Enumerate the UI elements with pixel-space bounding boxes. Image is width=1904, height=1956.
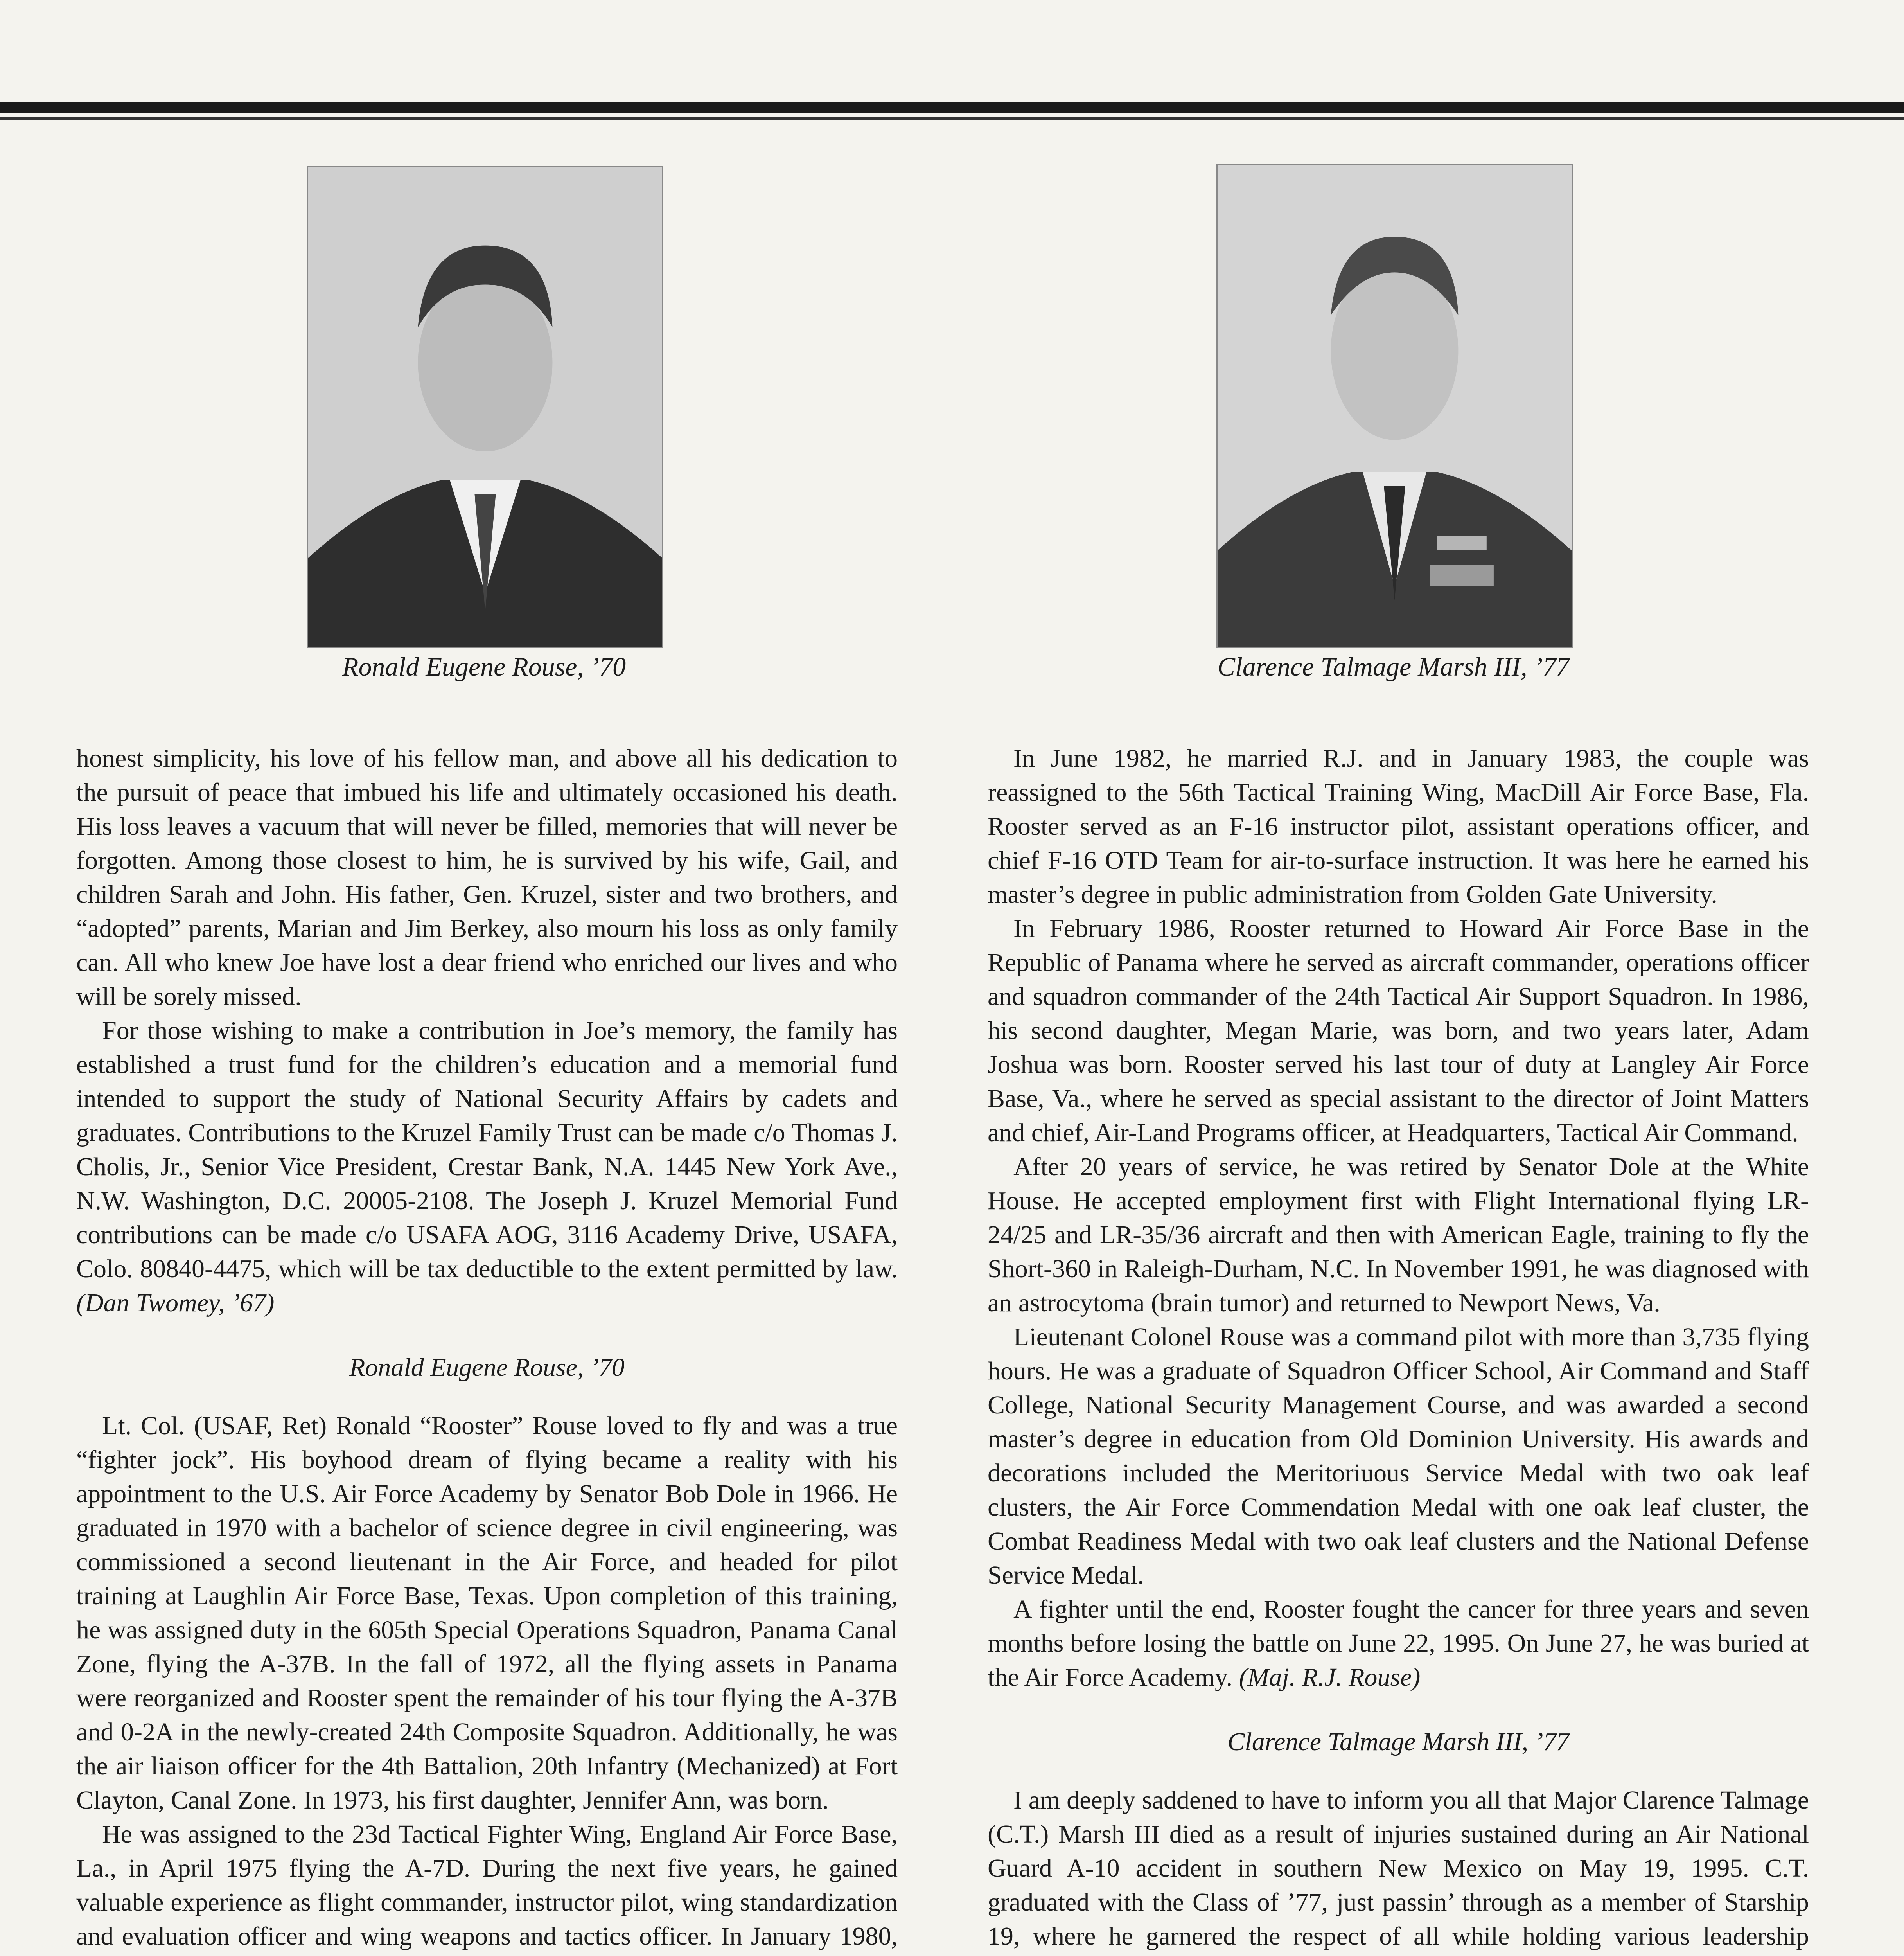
right-paragraph-2: In February 1986, Rooster returned to Howard Air Force Base in the Republic of Panama where he served as aircraft commander, operations officer and squadron commander of the 24th Tactical Air Support Squadron. In 1986, his second daughter, Megan Marie, was born, and two years later, Adam Joshua was born. Rooster served his last tour of duty at Langley Air Force Base, Va., where he served as special assistant to the director of Joint Matters and chief, Air-Land Programs officer, at Headquarters, Tactical Air Command. (988, 914, 1809, 1147)
portrait-photo-marsh (1216, 164, 1573, 648)
right-paragraph-1: In June 1982, he married R.J. and in January 1983, the couple was reassigned to the 56th Tactical Training Wing, MacDill Air Force Base, Fla. Rooster served as an F-16 instructor pilot, assistant operations officer, and chief F-16 OTD Team for air-to-surface instruction. It was here he earned his master’s degree in public administration from Golden Gate University. (988, 744, 1809, 909)
left-paragraph-2-text: For those wishing to make a contribution in Joe’s memory, the family has established a trust fund for the children’s education and a memorial fund intended to support the study of National Security Affairs by cadets and graduates. Contributions to the Kruzel Family Trust can be made c/o Thomas J. Cholis, Jr., Senior Vice President, Crestar Bank, N.A. 1445 New York Ave., N.W. Washington, D.C. 20005-2108. The Joseph J. Kruzel Memorial Fund contributions can be made c/o USAFA AOG, 3116 Academy Drive, USAFA, Colo. 80840-4475, which will be tax deductible to the extent permitted by law. (76, 1016, 898, 1283)
right-paragraph-5-text: A fighter until the end, Rooster fought the cancer for three years and seven months before losing the battle on June 22, 1995. On June 27, he was buried at the Air Force Academy. (988, 1595, 1809, 1692)
portrait-rouse-image (308, 167, 662, 647)
photo-caption-marsh: Clarence Talmage Marsh III, ’77 (1217, 652, 1570, 681)
left-paragraph-3: Lt. Col. (USAF, Ret) Ronald “Rooster” Rouse loved to fly and was a true “fighter jock”. His boyhood dream of flying became a reality with his appointment to the U.S. Air Force Academy by Senator Bob Dole in 1966. He graduated in 1970 with a bachelor of science degree in civil engineering, was commissioned a second lieutenant in the Air Force, and headed for pilot training at Laughlin Air Force Base, Texas. Upon completion of this training, he was assigned duty in the 605th Special Operations Squadron, Panama Canal Zone, flying the A-37B. In the fall of 1972, all the flying assets in Panama were reorganized and Rooster spent the remainder of his tour flying the A-37B and 0-2A in the newly-created 24th Composite Squadron. Additionally, he was the air liaison officer for the 4th Battalion, 20th Infantry (Mechanized) at Fort Clayton, Canal Zone. In 1973, his first daughter, Jennifer Ann, was born. (76, 1411, 898, 1814)
top-rule-thin (0, 117, 1904, 120)
portrait-marsh-image (1218, 165, 1572, 647)
left-paragraph-2-signature: (Dan Twomey, ’67) (76, 1289, 275, 1317)
left-paragraph-4: He was assigned to the 23d Tactical Fighter Wing, England Air Force Base, La., in April 1975 flying the A-7D. During the next five years, he gained valuable experience as flight commander, instructor pilot, wing standardization and evaluation officer and wing weapons and tactics officer. In January 1980, (76, 1820, 898, 1951)
portrait-photo-rouse (307, 166, 663, 648)
right-paragraph-6: I am deeply saddened to have to inform you all that Major Clarence Talmage (C.T.) Marsh III died as a result of injuries sustained during an Air National Guard A-10 accident in southern New Mexico on May 19, 1995. C.T. graduated with the Class of ’77, just passin’ through as a member of Starship 19, where he garnered the respect of all while holding various leadership (988, 1786, 1809, 1951)
left-paragraph-1: honest simplicity, his love of his fellow man, and above all his dedication to the pursuit of peace that imbued his life and ultimately occasioned his death. His loss leaves a vacuum that will never be filled, memories that will never be forgotten. Among those closest to him, he is survived by his wife, Gail, and children Sarah and John. His father, Gen. Kruzel, sister and two brothers, and “adopted” parents, Marian and Jim Berkey, also mourn his loss as only family can. All who knew Joe have lost a dear friend who enriched our lives and who will be sorely missed. (76, 744, 898, 1011)
obituary-heading-rouse: Ronald Eugene Rouse, ’70 (349, 1353, 625, 1382)
photo-caption-rouse: Ronald Eugene Rouse, ’70 (342, 652, 626, 681)
right-paragraph-4: Lieutenant Colonel Rouse was a command pilot with more than 3,735 flying hours. He was a graduate of Squadron Officer School, Air Command and Staff College, National Security Management Course, and was awarded a second master’s degree in education from Old Dominion University. His awards and decorations included the Meritoriuous Service Medal with two oak leaf clusters, the Air Force Commendation Medal with one oak leaf cluster, the Combat Readiness Medal with two oak leaf clusters and the National Defense Service Medal. (988, 1323, 1809, 1589)
top-rule (0, 102, 1904, 113)
right-paragraph-5 (988, 1592, 1809, 1694)
obituary-heading-marsh: Clarence Talmage Marsh III, ’77 (1227, 1728, 1569, 1756)
right-paragraph-3: After 20 years of service, he was retired by Senator Dole at the White House. He accepted employment first with Flight International flying LR-24/25 and LR-35/36 aircraft and then with American Eagle, training to fly the Short-360 in Raleigh-Durham, N.C. In November 1991, he was diagnosed with an astrocytoma (brain tumor) and returned to Newport News, Va. (988, 1152, 1809, 1317)
left-text-column (76, 741, 898, 1956)
left-paragraph-2 (76, 1014, 898, 1320)
right-paragraph-5-signature: (Maj. R.J. Rouse) (1239, 1663, 1421, 1692)
right-text-column (988, 741, 1809, 1956)
